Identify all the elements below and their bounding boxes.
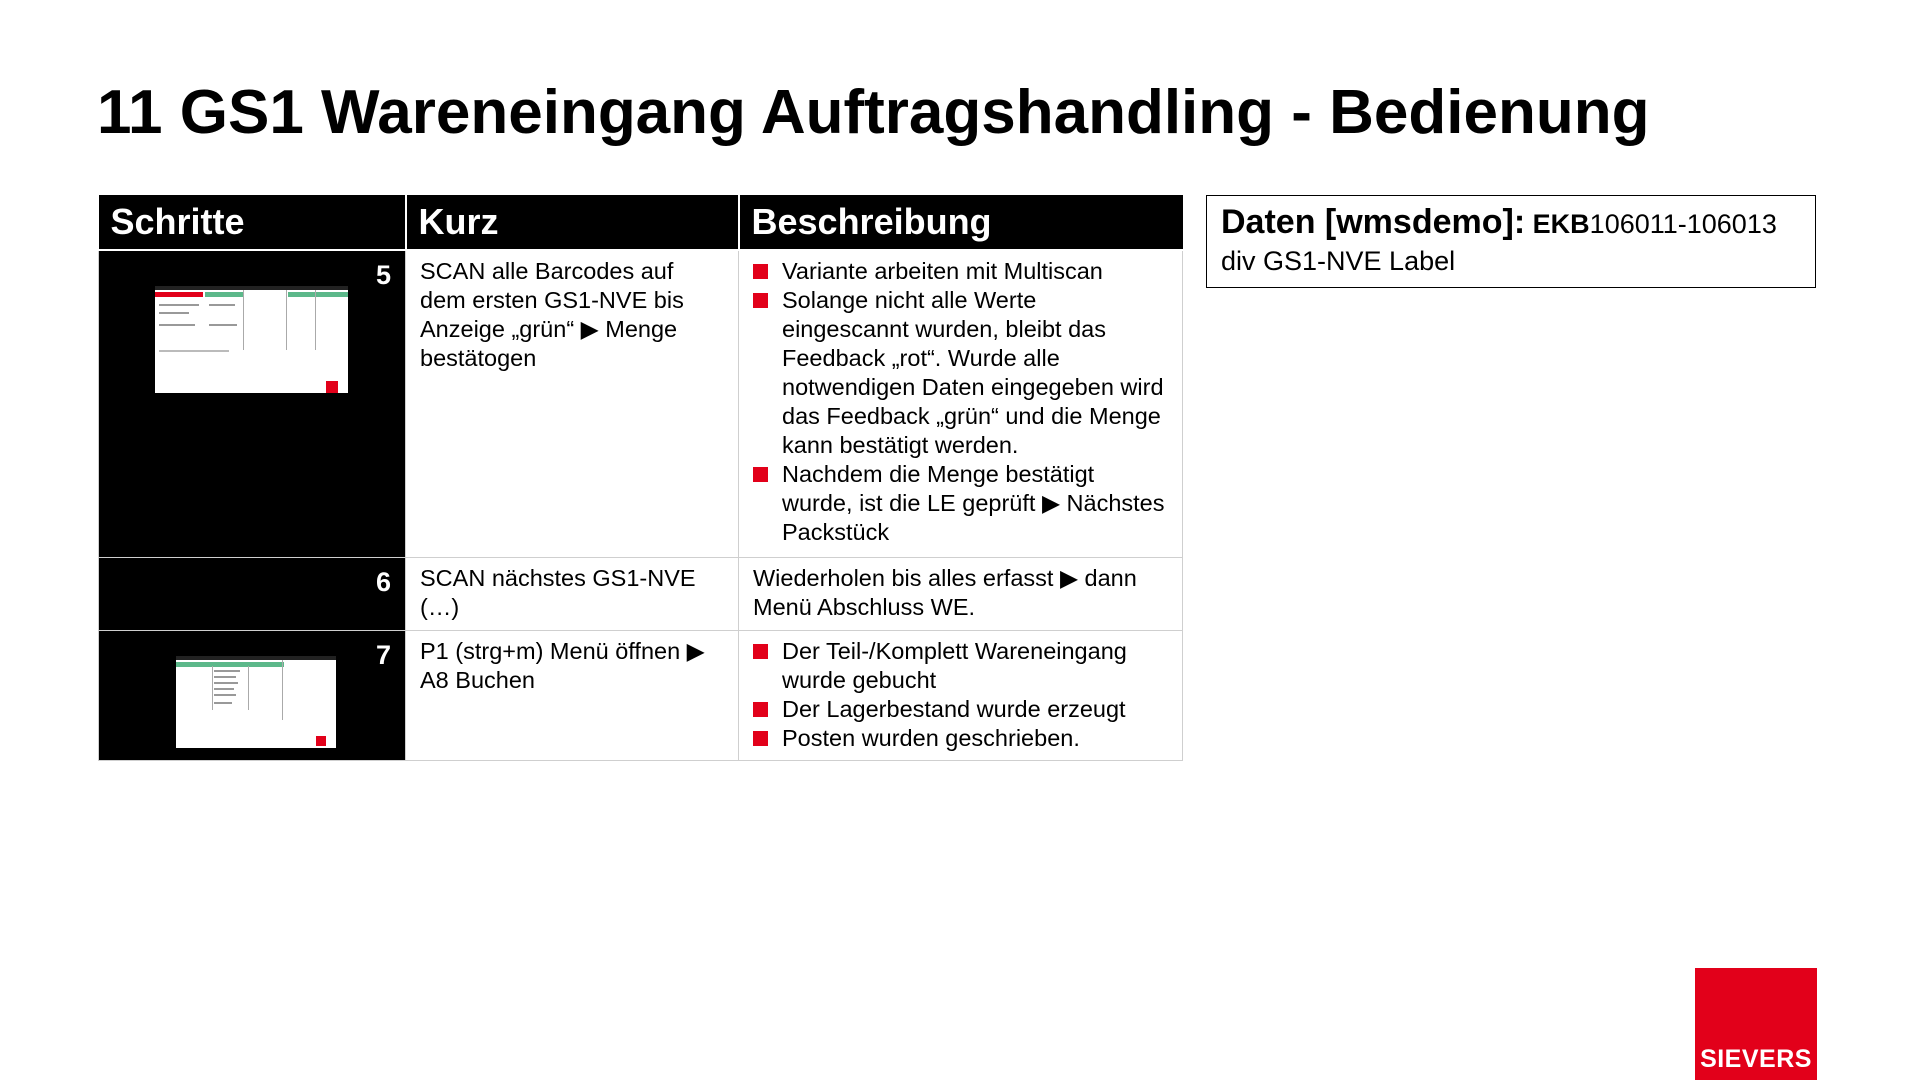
data-info-box — [1206, 195, 1816, 288]
sievers-logo — [1695, 968, 1817, 1080]
bullet-item: Der Teil-/Komplett Wareneingang wurde gebucht — [753, 637, 1168, 695]
beschreibung-cell — [739, 630, 1183, 760]
bullet-item: Solange nicht alle Werte eingescannt wurden, bleibt das Feedback „rot“. Wurde alle notwendigen Daten eingegeben wird das Feedback „grün“ und die Menge kann bestätigt werden. — [753, 286, 1168, 460]
screenshot-thumbnail — [176, 656, 336, 748]
table-row — [99, 250, 1183, 557]
bullet-item: Variante arbeiten mit Multiscan — [753, 257, 1168, 286]
header-kurz: Kurz — [406, 195, 739, 250]
step-cell — [99, 250, 406, 557]
kurz-cell: SCAN nächstes GS1-NVE (…) — [406, 557, 739, 630]
table-row — [99, 630, 1183, 760]
page-title: 11 GS1 Wareneingang Auftragshandling - Bedienung — [97, 78, 1650, 147]
step-cell — [99, 630, 406, 760]
bullet-item: Nachdem die Menge bestätigt wurde, ist die LE geprüft ▶ Nächstes Packstück — [753, 460, 1168, 547]
header-beschreibung: Beschreibung — [739, 195, 1183, 250]
bullet-item: Der Lagerbestand wurde erzeugt — [753, 695, 1168, 724]
beschreibung-cell: Wiederholen bis alles erfasst ▶ dann Menü Abschluss WE. — [739, 557, 1183, 630]
beschreibung-cell — [739, 250, 1183, 557]
step-number: 5 — [375, 260, 391, 290]
kurz-cell: P1 (strg+m) Menü öffnen ▶ A8 Buchen — [406, 630, 739, 760]
bullet-list — [753, 257, 1168, 547]
data-code: EKB — [1532, 209, 1590, 239]
header-schritte: Schritte — [99, 195, 406, 250]
steps-table — [98, 195, 1183, 761]
bullet-item: Posten wurden geschrieben. — [753, 724, 1168, 753]
step-number: 7 — [375, 639, 391, 670]
data-label: Daten [wmsdemo]: — [1221, 203, 1526, 241]
bullet-list — [753, 637, 1168, 753]
kurz-cell: SCAN alle Barcodes auf dem ersten GS1-NVE bis Anzeige „grün“ ▶ Menge bestätogen — [406, 250, 739, 557]
table-header-row — [99, 195, 1183, 250]
table-row — [99, 557, 1183, 630]
data-value: 106011-106013 div GS1-NVE Label — [1221, 209, 1777, 276]
step-cell — [99, 557, 406, 630]
logo-text: SIEVERS — [1700, 1045, 1812, 1073]
step-number: 6 — [375, 566, 391, 597]
screenshot-thumbnail — [155, 286, 348, 393]
